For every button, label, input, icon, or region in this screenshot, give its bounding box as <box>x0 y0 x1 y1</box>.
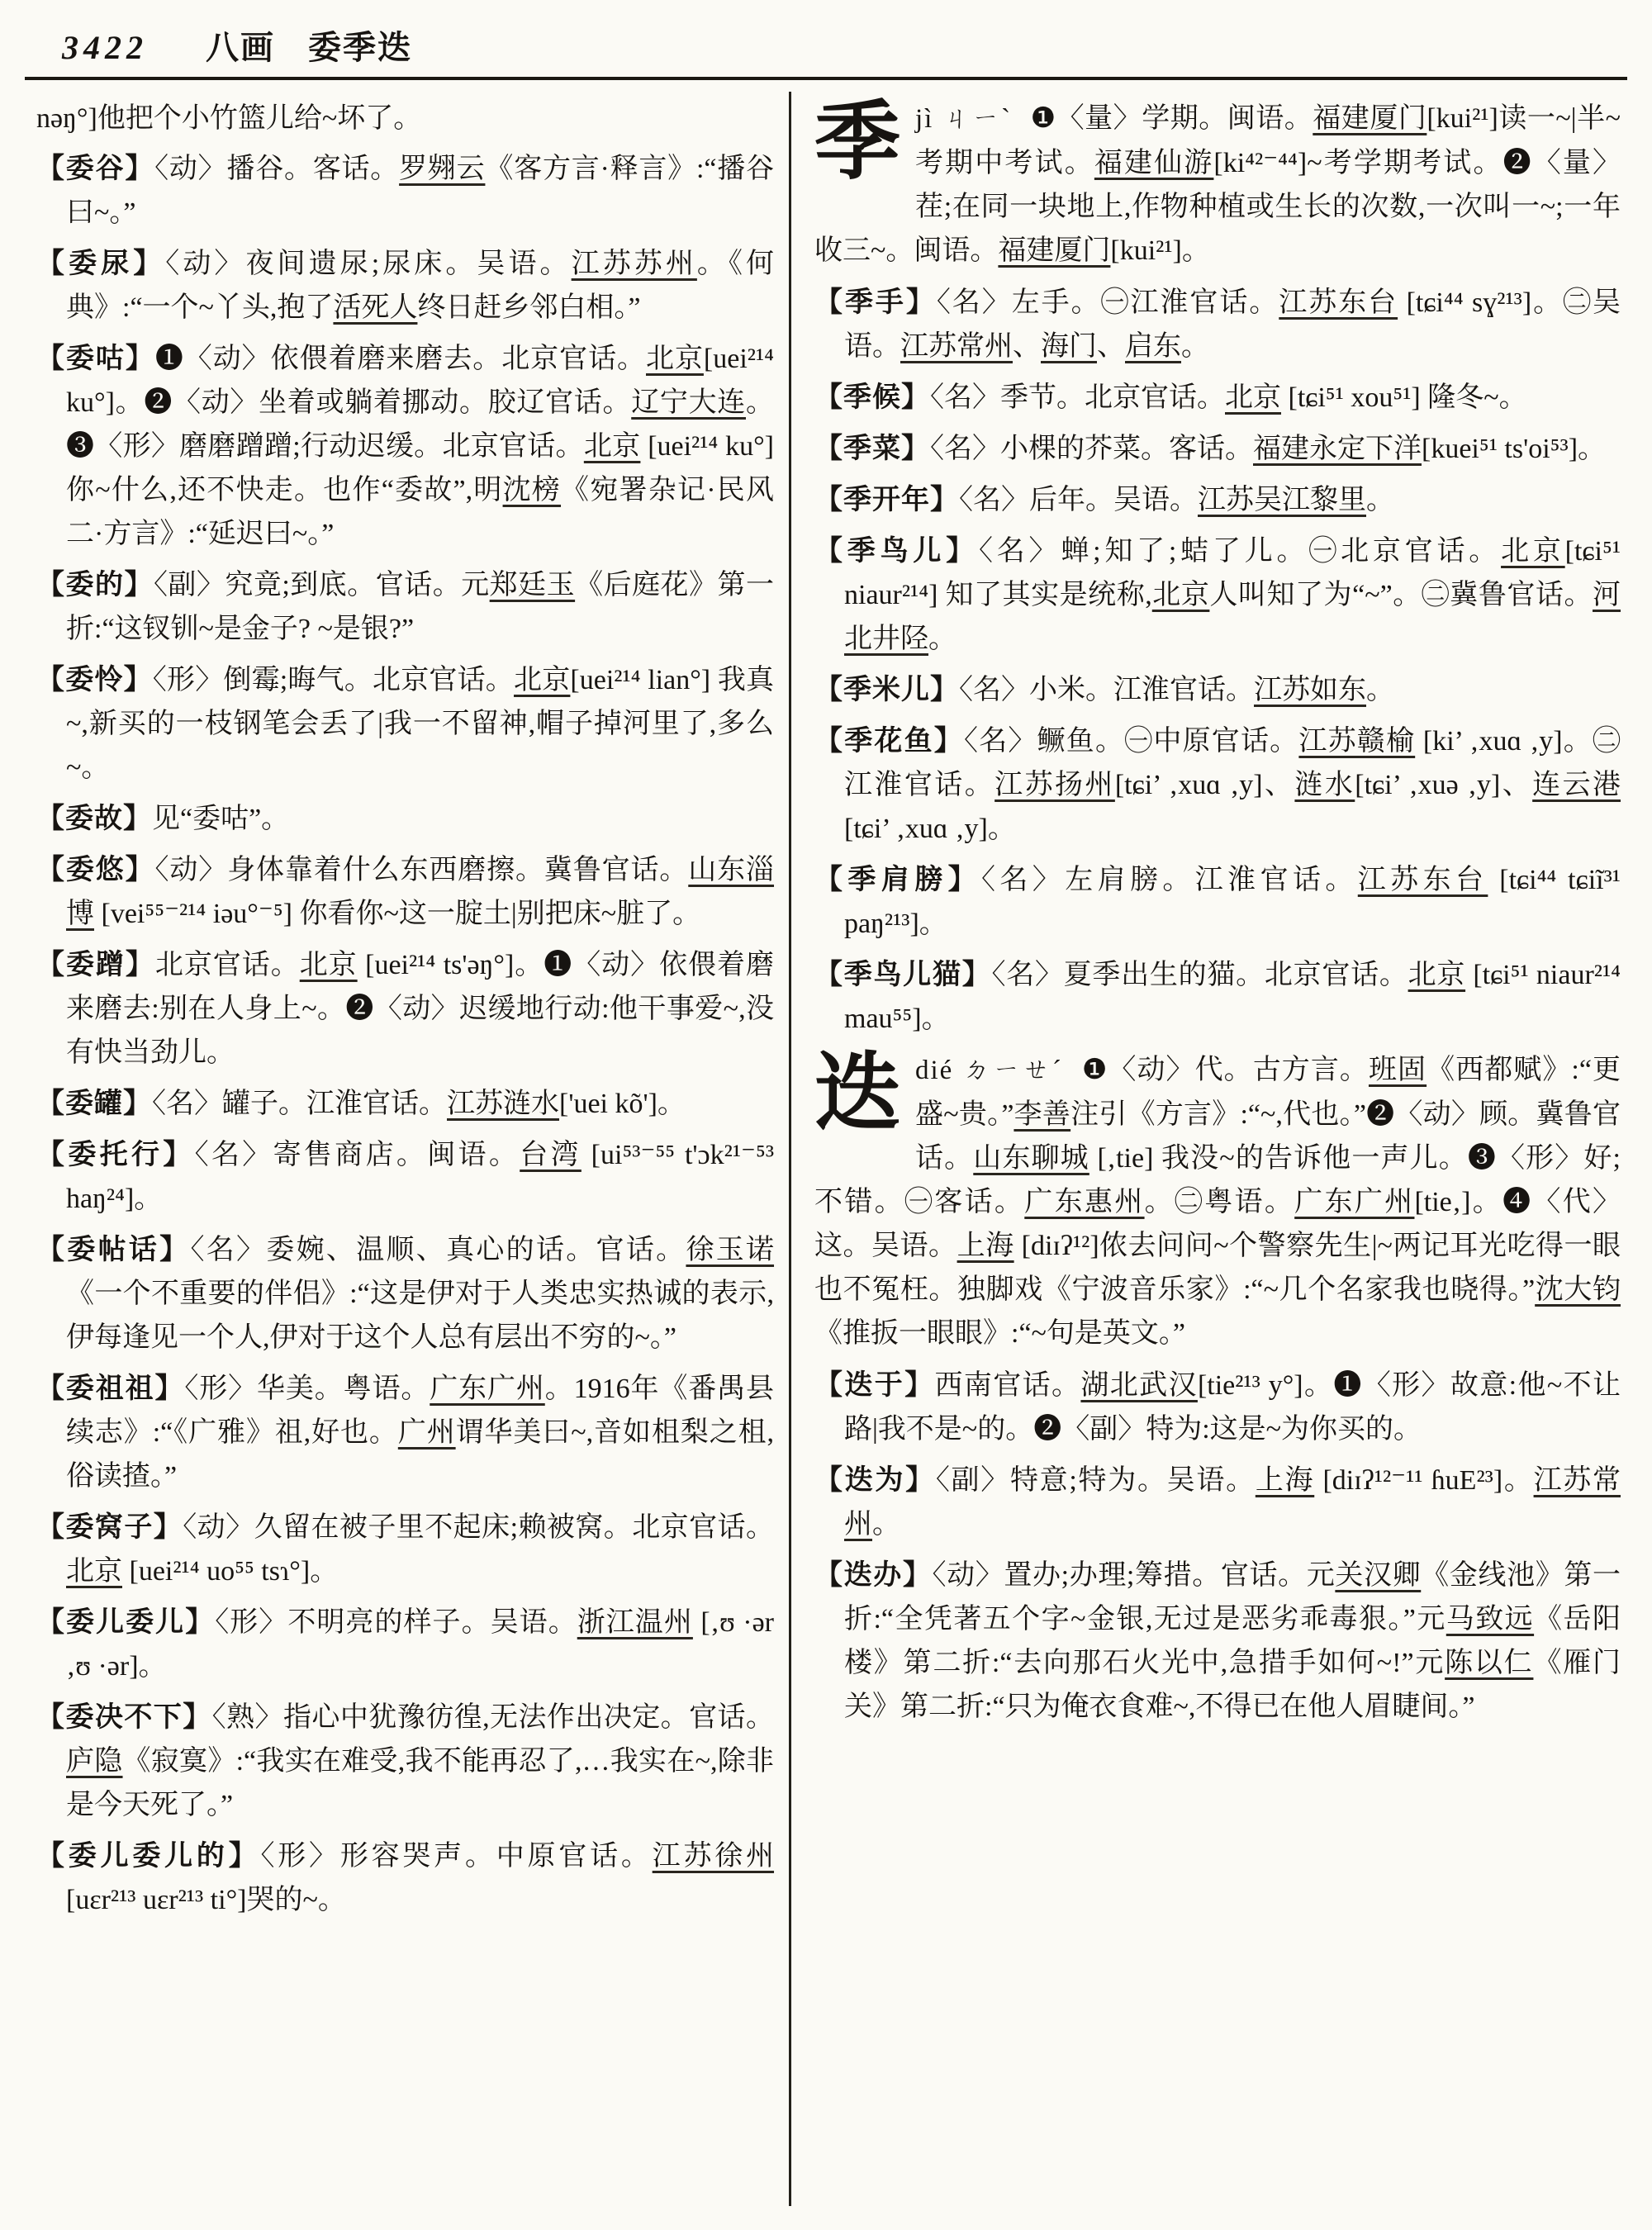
dictionary-entry <box>814 1364 1621 1451</box>
left-column <box>25 92 789 2206</box>
dictionary-entry <box>814 529 1621 661</box>
entry-text: [vei⁵⁵⁻²¹⁴ iəu°⁻⁵] 你看你~这一腚土|别把床~脏了。 <box>94 899 701 929</box>
entry-text: 。《何典》:“一个~丫头,抱了 <box>66 249 775 323</box>
underlined-proper-noun: 关汉卿 <box>1335 1560 1422 1591</box>
entry-text: 人叫知了为“~”。㊁冀鲁官话。 <box>1209 580 1593 610</box>
entry-text: [uei²¹⁴ ku°]。❷〈动〉坐着或躺着挪动。胶辽官话。 <box>66 344 775 418</box>
dictionary-entry <box>36 658 774 790</box>
entry-text: [ui⁵³⁻⁵⁵ t'ɔk²¹⁻⁵³ haŋ²⁴]。 <box>66 1140 775 1214</box>
underlined-proper-noun: 江苏东台 <box>1357 865 1488 895</box>
entry-headword: 【季开年】 <box>814 485 959 515</box>
underlined-proper-noun: 广东广州 <box>1294 1187 1415 1217</box>
dictionary-entry <box>36 943 774 1075</box>
dictionary-entry <box>36 1082 774 1126</box>
underlined-proper-noun: 李善 <box>1014 1099 1071 1130</box>
entry-text: 《金线池》第一折:“全凭著五个字~金银,无过是恶劣乖毒狠。”元 <box>844 1560 1621 1635</box>
entry-text: 〈名〉夏季出生的猫。北京官话。 <box>991 960 1408 990</box>
entry-text: 《宛署杂记·民风二·方言》:“延迟曰~。” <box>66 475 774 549</box>
entry-text: ❶〈量〉学期。闽语。 <box>1030 103 1313 134</box>
head-character-pinyin: dié ㄉㄧㄝˊ <box>915 1056 1064 1085</box>
entry-text: [tɕi⁵¹ xou⁵¹] 隆冬~。 <box>1281 382 1527 413</box>
entry-text: 终日赶乡邻白相。” <box>417 292 641 323</box>
entry-text: 〈动〉夜间遗尿;尿床。吴语。 <box>165 249 572 279</box>
section-characters: 委季迭 <box>308 29 412 66</box>
dictionary-entry <box>814 427 1621 471</box>
entry-headword: 【季米儿】 <box>814 675 959 705</box>
entry-text: 〈形〉不明亮的样子。吴语。 <box>215 1607 577 1638</box>
entry-text: 〈副〉究竟;到底。官话。元 <box>153 570 490 600</box>
entry-text: [uei²¹⁴ ts'əŋ°]。❶〈动〉依偎着磨来磨去:别在人身上~。❷〈动〉迟缓地行动:他干事爱~,没有快当劲儿。 <box>66 950 775 1068</box>
entry-text: 〈形〉倒霉;晦气。北京官话。 <box>152 665 515 695</box>
entry-text: 〈名〉蝉;知了;蛣了儿。㊀北京官话。 <box>978 536 1502 567</box>
dictionary-entry <box>36 337 774 556</box>
dictionary-entry <box>814 719 1621 851</box>
entry-headword: 【委窝子】 <box>36 1512 183 1543</box>
underlined-proper-noun: 江苏赣榆 <box>1298 726 1416 757</box>
entry-headword: 【季候】 <box>814 382 930 413</box>
dictionary-entry <box>36 1133 774 1221</box>
underlined-proper-noun: 沈榜 <box>502 475 562 505</box>
entry-text: [‚tie] 我没~的告诉他一声儿。❸〈形〉好;不错。㊀客话。 <box>814 1143 1621 1217</box>
entry-text: 〈动〉播谷。客话。 <box>154 154 400 184</box>
entry-text: ['uei kõ']。 <box>559 1089 686 1119</box>
entry-text: [tɕi’ ‚xuə ‚y]、 <box>1355 770 1533 800</box>
underlined-proper-noun: 马致远 <box>1446 1604 1535 1635</box>
entry-text: 、 <box>1013 331 1041 362</box>
entry-headword: 【季手】 <box>814 287 937 318</box>
dictionary-entry <box>36 1834 774 1922</box>
entry-text: [kui²¹]读一~|半~考期中考试。 <box>915 103 1621 178</box>
entry-text: [diɪʔ¹²]侬去问问~个警察先生|~两记耳光吃得一眼也不冤枉。独脚戏《宁波音乐家》:“~几个名家我也晓得。” <box>814 1231 1621 1305</box>
entry-text: [tɕi’ ‚xuɑ ‚y]、 <box>1114 770 1295 800</box>
entry-headword: 【季鸟儿猫】 <box>814 960 992 990</box>
underlined-proper-noun: 北京 <box>1501 536 1565 567</box>
entry-headword: 【委决不下】 <box>36 1702 212 1733</box>
underlined-proper-noun: 郑廷玉 <box>489 570 576 600</box>
entry-text: [tie²¹³ y°]。❶〈形〉故意:他~不让路|我不是~的。❷〈副〉特为:这是~为你买的。 <box>844 1370 1621 1445</box>
entry-headword: 【季肩膀】 <box>814 865 981 895</box>
underlined-proper-noun: 北京 <box>299 950 358 980</box>
entry-body <box>66 570 774 644</box>
underlined-proper-noun: 徐玉诺 <box>686 1235 775 1265</box>
underlined-proper-noun: 江苏东台 <box>1279 287 1398 318</box>
entry-text: 。 <box>1366 675 1394 705</box>
underlined-proper-noun: 沈大钧 <box>1535 1274 1621 1305</box>
entry-headword: 【季鸟儿】 <box>814 536 979 567</box>
entry-headword: 【委蹭】 <box>36 950 155 980</box>
entry-body <box>66 665 774 783</box>
entry-headword: 【委罐】 <box>36 1089 152 1119</box>
entry-text: [‚ʊ ·ər ‚ʊ ·ər]。 <box>66 1607 775 1682</box>
entry-text: [ki⁴²⁻⁴⁴]~考学期考试。❷〈量〉茬;在同一块地上,作物种植或生长的次数,一次叫一~;一年收三~。闽语。 <box>814 148 1621 266</box>
entry-body <box>814 1055 1621 1349</box>
dictionary-entry <box>814 281 1621 368</box>
entry-text: 谓华美曰~,音如柤梨之柤,俗读揸。” <box>66 1417 774 1492</box>
section-stroke-count: 八画 <box>206 29 275 66</box>
entry-text: [tɕi⁵¹ niaur²¹⁴] 知了其实是统称, <box>844 536 1621 610</box>
entry-text: 〈名〉鳜鱼。㊀中原官话。 <box>964 726 1299 757</box>
dictionary-entry <box>814 858 1621 946</box>
entry-text: 〈名〉委婉、温顺、真心的话。官话。 <box>190 1235 686 1265</box>
head-character-pinyin: jì ㄐㄧˋ <box>915 104 1013 134</box>
entry-body <box>66 154 774 228</box>
underlined-proper-noun: 台湾 <box>520 1140 582 1170</box>
underlined-proper-noun: 陈以仁 <box>1445 1648 1534 1678</box>
dictionary-entry <box>36 1601 774 1688</box>
head-character: 季 <box>814 95 901 190</box>
underlined-proper-noun: 广东惠州 <box>1024 1187 1145 1217</box>
underlined-proper-noun: 辽宁大连 <box>631 387 746 418</box>
underlined-proper-noun: 上海 <box>957 1231 1014 1261</box>
underlined-proper-noun: 北京 <box>646 344 704 374</box>
entry-headword: 【委咕】 <box>36 344 155 374</box>
underlined-proper-noun: 福建厦门 <box>998 235 1111 266</box>
two-column-body <box>25 92 1627 2206</box>
entry-text: 。 <box>928 624 957 654</box>
entry-headword: 【季菜】 <box>814 434 930 464</box>
entry-body <box>844 287 1621 362</box>
entry-headword: 【委尿】 <box>36 249 166 279</box>
underlined-proper-noun: 广东广州 <box>430 1374 545 1404</box>
entry-headword: 【委怜】 <box>36 665 153 695</box>
underlined-proper-noun: 湖北武汉 <box>1080 1370 1198 1401</box>
entry-text: 〈名〉后年。吴语。 <box>959 485 1198 515</box>
entry-headword: 【委谷】 <box>36 154 155 184</box>
underlined-proper-noun: 江苏苏州 <box>571 249 697 279</box>
entry-body <box>959 485 1394 515</box>
entry-text: [uei²¹⁴ ku°] 你~什么,还不快走。也作“委故”,明 <box>66 431 774 505</box>
entry-body <box>66 855 774 929</box>
left-entry-list <box>36 147 774 1922</box>
underlined-proper-noun: 江苏常州 <box>900 331 1013 362</box>
underlined-proper-noun: 江苏涟水 <box>447 1089 559 1119</box>
entry-text: 《雁门关》第二折:“只为俺衣食难~,不得已在他人眉睫间。” <box>844 1648 1621 1722</box>
right-entry-list <box>814 97 1621 1729</box>
entry-text: [tɕi’ ‚xuɑ ‚y]。 <box>844 814 1016 844</box>
entry-body <box>844 1370 1621 1445</box>
entry-text: 《推扳一眼眼》:“~句是英文。” <box>814 1318 1186 1349</box>
underlined-proper-noun: 浙江温州 <box>577 1607 693 1638</box>
entry-text: 。 <box>1366 485 1394 515</box>
underlined-proper-noun: 海门 <box>1041 331 1097 362</box>
entry-text: ❶〈动〉依偎着磨来磨去。北京官话。 <box>154 344 646 374</box>
underlined-proper-noun: 涟水 <box>1294 770 1355 800</box>
dictionary-entry <box>36 1696 774 1827</box>
page-header <box>25 15 1627 77</box>
underlined-proper-noun: 启东 <box>1125 331 1181 362</box>
header-rule <box>25 77 1627 80</box>
entry-text: 。❸〈形〉磨磨蹭蹭;行动迟缓。北京官话。 <box>66 387 774 462</box>
entry-text: 〈形〉形容哭声。中原官话。 <box>260 1841 653 1872</box>
entry-body <box>959 675 1394 705</box>
dictionary-entry <box>36 147 774 235</box>
dictionary-entry <box>814 1554 1621 1729</box>
entry-body <box>152 1089 686 1119</box>
entry-text: 〈副〉特意;特为。吴语。 <box>935 1465 1256 1496</box>
entry-headword: 【迭为】 <box>814 1465 936 1496</box>
dictionary-entry <box>36 242 774 330</box>
entry-text: 〈名〉寄售商店。闽语。 <box>194 1140 520 1170</box>
underlined-proper-noun: 山东淄博 <box>66 855 775 929</box>
head-character-entry <box>814 1048 1621 1355</box>
entry-body <box>844 1560 1621 1722</box>
entry-text: 〈动〉置办;办理;筹措。官话。元 <box>932 1560 1336 1591</box>
entry-text: 西南官话。 <box>934 1370 1081 1401</box>
underlined-proper-noun: 广州 <box>397 1417 456 1448</box>
entry-text: 《客方言·释言》:“播谷曰~。” <box>66 154 775 228</box>
underlined-proper-noun: 活死人 <box>333 292 418 323</box>
underlined-proper-noun: 罗翙云 <box>399 154 486 184</box>
underlined-proper-noun: 福建永定下洋 <box>1253 434 1422 464</box>
entry-text: 、 <box>1097 331 1125 362</box>
entry-headword: 【委悠】 <box>36 855 155 885</box>
entry-text: [kuei⁵¹ ts'oi⁵³]。 <box>1422 434 1607 464</box>
entry-body <box>930 382 1527 413</box>
dictionary-entry <box>814 376 1621 420</box>
entry-text: [ki’ ‚xuɑ ‚y]。㊁江淮官话。 <box>844 726 1621 800</box>
entry-body <box>66 950 774 1068</box>
entry-body <box>844 1465 1621 1540</box>
entry-text: 《一个不重要的伴侣》:“这是伊对于人类忠实热诚的表示,伊每逢见一个人,伊对于这个人总有层出不穷的~。” <box>66 1279 774 1353</box>
underlined-proper-noun: 山东聊城 <box>973 1143 1089 1174</box>
underlined-proper-noun: 江苏如东 <box>1254 675 1366 705</box>
entry-text: 〈名〉罐子。江淮官话。 <box>152 1089 447 1119</box>
continuation-line: nəŋ°]他把个小竹篮儿给~坏了。 <box>36 103 422 134</box>
underlined-proper-noun: 河北井陉 <box>844 580 1621 654</box>
entry-headword: 【委祖祖】 <box>36 1374 185 1404</box>
entry-text: 北京官话。 <box>154 950 300 980</box>
underlined-proper-noun: 江苏吴江黎里 <box>1198 485 1366 515</box>
underlined-proper-noun: 江苏徐州 <box>652 1841 775 1872</box>
underlined-proper-noun: 北京 <box>1151 580 1210 610</box>
entry-text: 《寂寞》:“我实在难受,我不能再忍了,…我实在~,除非是今天死了。” <box>66 1746 774 1820</box>
dictionary-entry <box>36 1367 774 1498</box>
entry-body <box>152 804 289 834</box>
entry-text: [kui²¹]。 <box>1110 235 1210 266</box>
dictionary-entry <box>814 668 1621 712</box>
entry-text: ❶〈动〉代。古方言。 <box>1081 1055 1369 1085</box>
underlined-proper-noun: 北京 <box>1225 382 1281 413</box>
entry-text: 。1916年《番禺县续志》:“《广雅》祖,好也。 <box>66 1374 774 1448</box>
underlined-proper-noun: 江苏扬州 <box>995 770 1115 800</box>
entry-text: 〈形〉华美。粤语。 <box>184 1374 430 1404</box>
underlined-proper-noun: 北京 <box>1408 960 1466 990</box>
entry-text: [tɕi⁵¹ niaur²¹⁴ mau⁵⁵]。 <box>844 960 1621 1034</box>
entry-headword: 【迭办】 <box>814 1560 933 1591</box>
underlined-proper-noun: 庐隐 <box>66 1746 123 1777</box>
underlined-proper-noun: 福建厦门 <box>1313 103 1427 134</box>
entry-text: 〈名〉季节。北京官话。 <box>930 382 1225 413</box>
entry-text: 。 <box>872 1509 900 1540</box>
entry-text: 《后庭花》第一折:“这钗钏~是金子? ~是银?” <box>66 570 775 644</box>
entry-headword: 【委的】 <box>36 570 154 600</box>
entry-body <box>66 344 774 549</box>
underlined-proper-noun: 班固 <box>1368 1055 1427 1085</box>
dictionary-entry <box>36 1506 774 1593</box>
entry-headword: 【委儿委儿的】 <box>36 1841 261 1872</box>
dictionary-entry <box>814 1459 1621 1546</box>
entry-text: [tɕi⁴⁴ tɕiĩ³¹ paŋ²¹³]。 <box>844 865 1621 939</box>
entry-text: 《西都赋》:“更盛~贵。” <box>915 1055 1621 1130</box>
underlined-proper-noun: 上海 <box>1255 1465 1315 1496</box>
underlined-proper-noun: 北京 <box>66 1556 122 1587</box>
entry-text: 注引《方言》:“~,代也。”❷〈动〉顾。冀鲁官话。 <box>915 1099 1621 1174</box>
entry-body <box>66 249 774 323</box>
entry-text: 〈熟〉指心中犹豫彷徨,无法作出决定。官话。 <box>211 1702 775 1733</box>
right-column <box>791 92 1626 2206</box>
underlined-proper-noun: 北京 <box>514 665 571 695</box>
entry-text: 《岳阳楼》第二折:“去向那石火光中,急措手如何~!”元 <box>844 1604 1621 1678</box>
entry-text: [diɪʔ¹²⁻¹¹ ɦuE²³]。 <box>1314 1465 1534 1496</box>
entry-text: 〈名〉左手。㊀江淮官话。 <box>936 287 1279 318</box>
entry-text: [uei²¹⁴ lian°] 我真~,新买的一枝钢笔会丢了|我一不留神,帽子掉河里了,多么~。 <box>66 665 775 783</box>
entry-headword: 【季花鱼】 <box>814 726 964 757</box>
dictionary-entry <box>814 953 1621 1041</box>
head-character-entry <box>814 97 1621 273</box>
entry-text: 。 <box>1181 331 1209 362</box>
entry-text: 见“委咕”。 <box>152 804 290 834</box>
entry-text: [uɛr²¹³ uɛr²¹³ ti°]哭的~。 <box>66 1885 346 1915</box>
entry-text: [uei²¹⁴ uo⁵⁵ tsɿ°]。 <box>122 1556 339 1587</box>
entry-text: 。㊁粤语。 <box>1144 1187 1295 1217</box>
underlined-proper-noun: 福建仙游 <box>1094 148 1214 178</box>
entry-body <box>930 434 1606 464</box>
dictionary-entry <box>36 1228 774 1359</box>
entry-headword: 【委故】 <box>36 804 152 834</box>
dictionary-entry <box>36 797 774 841</box>
entry-headword: 【委儿委儿】 <box>36 1607 216 1638</box>
entry-text: 〈动〉久留在被子里不起床;赖被窝。北京官话。 <box>183 1512 775 1543</box>
underlined-proper-noun: 连云港 <box>1532 770 1621 800</box>
dictionary-entry <box>36 848 774 936</box>
page-number: 3422 <box>62 29 148 66</box>
head-character: 迭 <box>814 1046 901 1141</box>
dictionary-entry <box>814 478 1621 522</box>
entry-headword: 【委托行】 <box>36 1140 195 1170</box>
underlined-proper-noun: 北京 <box>583 431 641 462</box>
entry-headword: 【迭于】 <box>814 1370 935 1401</box>
entry-text: 〈名〉左肩膀。江淮官话。 <box>981 865 1358 895</box>
dictionary-entry <box>36 563 774 651</box>
entry-text: 〈名〉小棵的芥菜。客话。 <box>930 434 1253 464</box>
entry-text: [tie‚]。❹〈代〉这。吴语。 <box>814 1187 1621 1261</box>
entry-text: [tɕi⁴⁴ sɣ²¹³]。㊁吴语。 <box>844 287 1621 362</box>
underlined-proper-noun: 江苏常州 <box>844 1465 1621 1540</box>
entry-text: 〈动〉身体靠着什么东西磨擦。冀鲁官话。 <box>154 855 689 885</box>
entry-text: 〈名〉小米。江淮官话。 <box>959 675 1254 705</box>
entry-headword: 【委帖话】 <box>36 1235 191 1265</box>
